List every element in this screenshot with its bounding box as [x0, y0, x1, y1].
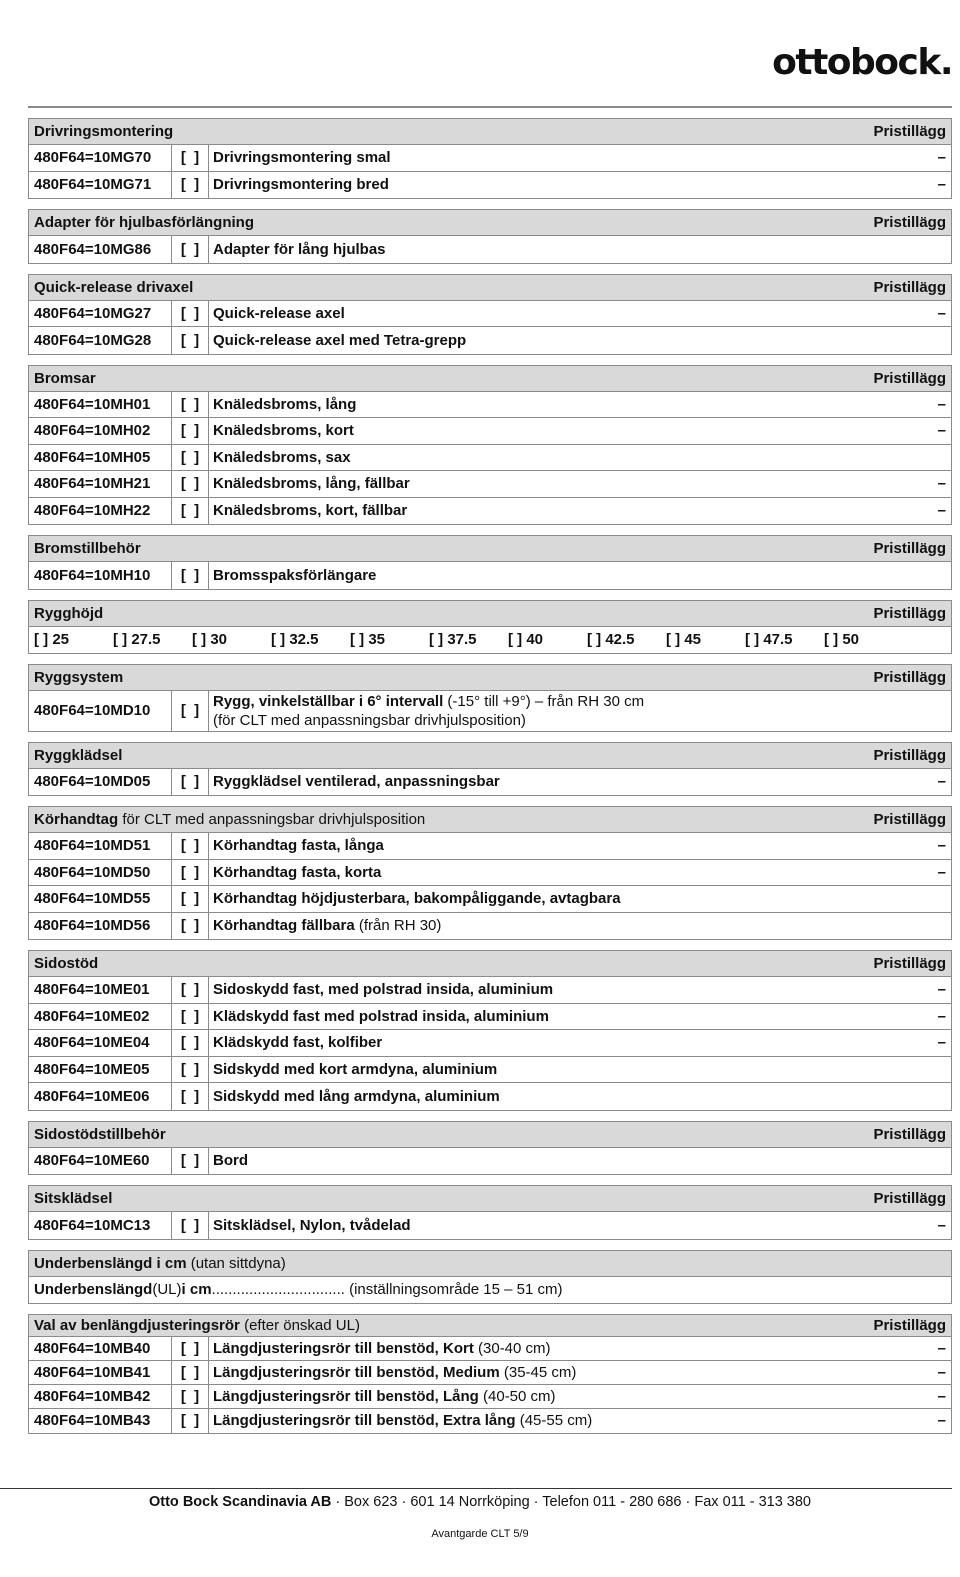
table-row [29, 769, 951, 796]
section-header [29, 1186, 951, 1212]
article-description [209, 1083, 931, 1110]
price-surcharge-label: Pristillägg [873, 369, 946, 387]
back-height-option[interactable]: [ ] 42.5 [587, 631, 635, 648]
article-description [209, 327, 931, 354]
table-row [29, 913, 951, 940]
table-row [29, 445, 951, 472]
table-row [29, 145, 951, 172]
section-title [34, 811, 425, 828]
description-line [213, 1364, 576, 1381]
description-text: Knäledsbroms, lång, fällbar [213, 475, 410, 493]
option-checkbox[interactable]: [ ] [172, 691, 209, 731]
description-text: Körhandtag fasta, korta [213, 863, 382, 881]
section-title [34, 747, 122, 764]
article-code: 480F64=10MG71 [29, 172, 172, 199]
article-code: 480F64=10MG86 [29, 236, 172, 263]
price-value: – [937, 1216, 946, 1234]
section [28, 742, 952, 797]
price-surcharge-label: Pristillägg [873, 955, 946, 972]
section [28, 600, 952, 654]
article-description [209, 172, 931, 199]
price-value [931, 913, 951, 940]
table-row [29, 1057, 951, 1084]
description-rest: (35-45 cm) [499, 1363, 577, 1381]
table-row [29, 860, 951, 887]
option-checkbox[interactable]: [ ] [172, 833, 209, 859]
section [28, 209, 952, 264]
option-checkbox[interactable]: [ ] [172, 236, 209, 263]
footer-divider [0, 1488, 952, 1489]
article-code: 480F64=10MD10 [29, 691, 172, 731]
section-header [29, 119, 951, 145]
section-title-text: Adapter för hjulbasförlängning [34, 214, 254, 231]
section-header [29, 807, 951, 833]
back-height-option[interactable]: [ ] 30 [192, 631, 228, 648]
price-value [931, 236, 951, 263]
order-form-sections [28, 118, 952, 1444]
section-header [29, 366, 951, 392]
description-bold: Rygg, vinkelställbar i 6° intervall [213, 692, 444, 710]
table-row [29, 1148, 951, 1175]
option-checkbox[interactable]: [ ] [172, 1212, 209, 1239]
table-row [29, 1212, 951, 1239]
back-height-option[interactable]: [ ] 37.5 [429, 631, 477, 648]
section-title [34, 1190, 112, 1207]
table-row [29, 392, 951, 419]
article-description [209, 1004, 931, 1030]
section-header [29, 275, 951, 301]
table-row [29, 562, 951, 589]
lower-leg-length-field[interactable] [29, 1277, 951, 1303]
price-value: – [937, 176, 946, 194]
price-value [931, 886, 951, 912]
price-value: – [937, 863, 946, 881]
description-text: Drivringsmontering smal [213, 149, 391, 167]
back-height-option[interactable]: [ ] 35 [350, 631, 386, 648]
section-title-rest: (utan sittdyna) [186, 1254, 286, 1272]
section-title [34, 370, 96, 387]
section-title [34, 955, 98, 972]
section-title-text: Bromstillbehör [34, 540, 141, 557]
option-checkbox[interactable]: [ ] [172, 145, 209, 171]
price-value: – [937, 1007, 946, 1025]
price-value [931, 445, 951, 471]
description-text: Knäledsbroms, kort [213, 422, 354, 440]
price-surcharge-label: Pristillägg [873, 123, 946, 140]
price-value [931, 327, 951, 354]
section-title-text: Ryggsystem [34, 668, 124, 686]
article-description [209, 886, 931, 912]
description-line [213, 1388, 556, 1405]
description-bold: Körhandtag fällbara [213, 917, 355, 935]
article-description [209, 418, 931, 444]
article-code: 480F64=10ME02 [29, 1004, 172, 1030]
back-height-option[interactable]: [ ] 50 [824, 631, 860, 648]
table-row [29, 886, 951, 913]
description-text: Drivringsmontering bred [213, 176, 389, 194]
description-text: Klädskydd fast med polstrad insida, aluminium [213, 1007, 549, 1025]
description-text: Quick-release axel med Tetra-grepp [213, 331, 467, 349]
section-title-text: Rygghöjd [34, 604, 104, 622]
section-header [29, 1315, 951, 1337]
section [28, 365, 952, 526]
option-checkbox[interactable]: [ ] [172, 769, 209, 796]
article-code: 480F64=10MB41 [29, 1361, 172, 1384]
option-checkbox[interactable]: [ ] [172, 1409, 209, 1433]
description-text: Sidskydd med kort armdyna, aluminium [213, 1060, 498, 1078]
description-text: Sidskydd med lång armdyna, aluminium [213, 1087, 500, 1105]
back-height-option[interactable]: [ ] 47.5 [745, 631, 793, 648]
price-value: – [937, 1387, 946, 1405]
table-row [29, 977, 951, 1004]
description-text: Bord [213, 1152, 248, 1170]
price-surcharge-label: Pristillägg [873, 668, 946, 686]
description-text: Sitsklädsel, Nylon, tvådelad [213, 1216, 411, 1234]
option-checkbox[interactable]: [ ] [172, 471, 209, 497]
price-value: – [937, 1339, 946, 1357]
option-checkbox[interactable]: [ ] [172, 977, 209, 1003]
section [28, 1185, 952, 1240]
price-surcharge-label: Pristillägg [873, 278, 946, 296]
option-checkbox[interactable]: [ ] [172, 301, 209, 327]
description-line [213, 1412, 592, 1429]
ul-range: ................................ (inställningsområde 15 – 51 cm) [211, 1281, 563, 1298]
article-description [209, 1361, 931, 1384]
table-row [29, 301, 951, 328]
section-title-text: Sidostödstillbehör [34, 1125, 166, 1143]
article-code: 480F64=10MH01 [29, 392, 172, 418]
section [28, 1314, 952, 1434]
section-title-text: Quick-release drivaxel [34, 278, 194, 296]
section-title [34, 214, 254, 231]
section-title-bold: Underbenslängd i cm [34, 1254, 187, 1272]
article-code: 480F64=10MH21 [29, 471, 172, 497]
article-code: 480F64=10MD56 [29, 913, 172, 940]
article-code: 480F64=10ME05 [29, 1057, 172, 1083]
article-code: 480F64=10ME04 [29, 1030, 172, 1056]
section-title-rest: (efter önskad UL) [239, 1316, 360, 1334]
option-checkbox[interactable]: [ ] [172, 913, 209, 940]
section-header [29, 1122, 951, 1148]
section-title [34, 1317, 360, 1334]
table-row [29, 1409, 951, 1433]
description-rest: (från RH 30) [354, 917, 442, 935]
description-bold: Längdjusteringsrör till benstöd, Extra lång [213, 1412, 516, 1429]
section-title-text: Ryggklädsel [34, 746, 123, 764]
option-checkbox[interactable]: [ ] [172, 1030, 209, 1056]
article-description [209, 1337, 931, 1360]
article-description [209, 498, 931, 525]
description-bold: Längdjusteringsrör till benstöd, Kort [213, 1339, 474, 1357]
footer-contact: · Box 623 · 601 14 Norrköping · Telefon 011 - 280 686 · Fax 011 - 313 380 [331, 1494, 811, 1510]
description-rest: (45-55 cm) [515, 1412, 593, 1429]
article-description [209, 833, 931, 859]
price-value: – [937, 395, 946, 413]
option-checkbox[interactable]: [ ] [172, 418, 209, 444]
article-code: 480F64=10MH10 [29, 562, 172, 589]
article-code: 480F64=10MC13 [29, 1212, 172, 1239]
article-description [209, 1212, 931, 1239]
description-text: Ryggklädsel ventilerad, anpassningsbar [213, 773, 500, 791]
table-row [29, 691, 951, 731]
price-value [931, 1083, 951, 1110]
table-row [29, 418, 951, 445]
description-text: Klädskydd fast, kolfiber [213, 1034, 383, 1052]
section [28, 664, 952, 732]
article-description [209, 445, 931, 471]
description-text: Knäledsbroms, kort, fällbar [213, 502, 408, 520]
article-code: 480F64=10ME60 [29, 1148, 172, 1175]
option-checkbox[interactable]: [ ] [172, 1337, 209, 1360]
article-description [209, 1148, 931, 1175]
section-header [29, 536, 951, 562]
description-line-2: (för CLT med anpassningsbar drivhjulsposition) [213, 711, 526, 729]
option-checkbox[interactable]: [ ] [172, 562, 209, 589]
section [28, 1250, 952, 1304]
footer-company: Otto Bock Scandinavia AB [149, 1494, 332, 1510]
article-description [209, 860, 931, 886]
table-row [29, 327, 951, 354]
article-description [209, 1057, 931, 1083]
description-text: Körhandtag fasta, långa [213, 837, 384, 855]
option-checkbox[interactable]: [ ] [172, 392, 209, 418]
back-height-option[interactable]: [ ] 27.5 [113, 631, 161, 648]
section-title-bold: Val av benlängdjusteringsrör [34, 1316, 240, 1334]
page-label: Avantgarde CLT 5/9 [431, 1528, 529, 1540]
table-row [29, 1337, 951, 1361]
price-value: – [937, 1412, 946, 1429]
price-value: – [937, 773, 946, 791]
section-title-text: Bromsar [34, 369, 96, 387]
top-divider [28, 106, 952, 108]
table-row [29, 498, 951, 525]
price-value: – [937, 837, 946, 855]
price-surcharge-label: Pristillägg [873, 540, 946, 557]
ul-label-bold: Underbenslängd [34, 1281, 153, 1298]
table-row [29, 1004, 951, 1031]
article-code: 480F64=10MB42 [29, 1385, 172, 1408]
article-code: 480F64=10MH02 [29, 418, 172, 444]
description-text: Bromsspaksförlängare [213, 566, 377, 584]
price-surcharge-label: Pristillägg [873, 604, 946, 622]
price-value: – [937, 422, 946, 440]
option-checkbox[interactable]: [ ] [172, 1083, 209, 1110]
back-height-option[interactable]: [ ] 32.5 [271, 631, 319, 648]
article-description [209, 1030, 931, 1056]
section-title [34, 123, 173, 140]
option-checkbox[interactable]: [ ] [172, 327, 209, 354]
article-description [209, 691, 931, 731]
article-description [209, 913, 931, 940]
price-value [931, 691, 951, 731]
option-checkbox[interactable]: [ ] [172, 172, 209, 199]
section-header [29, 951, 951, 977]
section-title-text: Sitsklädsel [34, 1190, 113, 1207]
option-checkbox[interactable]: [ ] [172, 1148, 209, 1175]
option-checkbox[interactable]: [ ] [172, 1385, 209, 1408]
option-checkbox[interactable]: [ ] [172, 886, 209, 912]
price-surcharge-label: Pristillägg [873, 1190, 946, 1207]
price-value: – [937, 1363, 946, 1381]
section-title-bold: Körhandtag [34, 811, 119, 828]
article-description [209, 1385, 931, 1408]
price-surcharge-label: Pristillägg [873, 1316, 946, 1334]
table-row [29, 1083, 951, 1110]
article-description [209, 301, 931, 327]
back-height-option[interactable]: [ ] 45 [666, 631, 702, 648]
article-code: 480F64=10ME01 [29, 977, 172, 1003]
description-text: Knäledsbroms, sax [213, 448, 351, 466]
description-text: Körhandtag höjdjusterbara, bakompåliggande, avtagbara [213, 890, 621, 908]
article-code: 480F64=10MH22 [29, 498, 172, 525]
article-code: 480F64=10MB43 [29, 1409, 172, 1433]
table-row [29, 172, 951, 199]
back-height-option[interactable]: [ ] 25 [34, 631, 70, 648]
section-title [34, 540, 141, 557]
article-code: 480F64=10MD05 [29, 769, 172, 796]
ul-label-rest: (UL) [152, 1281, 182, 1298]
description-bold: Längdjusteringsrör till benstöd, Medium [213, 1363, 500, 1381]
article-code: 480F64=10ME06 [29, 1083, 172, 1110]
section-title [34, 279, 193, 296]
article-description [209, 977, 931, 1003]
option-checkbox[interactable]: [ ] [172, 1057, 209, 1083]
price-value [931, 562, 951, 589]
table-row [29, 1361, 951, 1385]
article-code: 480F64=10MD55 [29, 886, 172, 912]
article-code: 480F64=10MB40 [29, 1337, 172, 1360]
section-title [34, 1126, 166, 1143]
section-header [29, 665, 951, 691]
article-description [209, 236, 931, 263]
description-rest: (30-40 cm) [473, 1339, 551, 1357]
price-value: – [937, 304, 946, 322]
description-rest: (-15° till +9°) – från RH 30 cm [443, 692, 645, 710]
price-value: – [937, 1034, 946, 1052]
description-rest: (40-50 cm) [478, 1387, 556, 1405]
article-description [209, 769, 931, 796]
table-row [29, 471, 951, 498]
price-value: – [937, 981, 946, 999]
article-code: 480F64=10MD50 [29, 860, 172, 886]
table-row [29, 1030, 951, 1057]
section-title [34, 669, 123, 686]
section-title [34, 605, 103, 622]
section-title [34, 1255, 286, 1272]
price-surcharge-label: Pristillägg [873, 1125, 946, 1143]
section-title-text: Sidostöd [34, 955, 99, 972]
price-surcharge-label: Pristillägg [873, 746, 946, 764]
section-header [29, 1251, 951, 1277]
section-header [29, 743, 951, 769]
article-description [209, 562, 931, 589]
price-value: – [937, 502, 946, 520]
table-row [29, 1385, 951, 1409]
back-height-option[interactable]: [ ] 40 [508, 631, 544, 648]
section [28, 806, 952, 940]
description-line [213, 917, 441, 934]
price-value [931, 1148, 951, 1175]
description-text: Knäledsbroms, lång [213, 395, 357, 413]
article-description [209, 471, 931, 497]
ul-unit-bold: i cm [181, 1281, 212, 1298]
option-checkbox[interactable]: [ ] [172, 1004, 209, 1030]
description-text: Quick-release axel [213, 304, 345, 322]
section [28, 274, 952, 355]
article-description [209, 145, 931, 171]
section [28, 535, 952, 590]
article-code: 480F64=10MG28 [29, 327, 172, 354]
section-header [29, 210, 951, 236]
section-title-rest: för CLT med anpassningsbar drivhjulsposition [118, 811, 426, 828]
description-text: Adapter för lång hjulbas [213, 240, 386, 258]
back-height-options [29, 627, 951, 653]
option-checkbox[interactable]: [ ] [172, 1361, 209, 1384]
article-code: 480F64=10MD51 [29, 833, 172, 859]
price-surcharge-label: Pristillägg [873, 811, 946, 828]
price-surcharge-label: Pristillägg [873, 214, 946, 231]
description-line [213, 692, 644, 711]
footer-address [0, 1494, 960, 1510]
section [28, 950, 952, 1111]
ottobock-logo: ottobock. [772, 42, 952, 83]
section [28, 1121, 952, 1176]
price-value: – [937, 475, 946, 493]
article-code: 480F64=10MG70 [29, 145, 172, 171]
description-line [213, 1340, 551, 1357]
price-value: – [937, 149, 946, 167]
article-description [209, 1409, 931, 1433]
description-text: Sidoskydd fast, med polstrad insida, aluminium [213, 981, 554, 999]
section-header [29, 601, 951, 627]
option-checkbox[interactable]: [ ] [172, 445, 209, 471]
table-row [29, 236, 951, 263]
option-checkbox[interactable]: [ ] [172, 498, 209, 525]
section [28, 118, 952, 199]
description-bold: Längdjusteringsrör till benstöd, Lång [213, 1387, 479, 1405]
price-value [931, 1057, 951, 1083]
article-code: 480F64=10MG27 [29, 301, 172, 327]
article-description [209, 392, 931, 418]
article-code: 480F64=10MH05 [29, 445, 172, 471]
table-row [29, 833, 951, 860]
option-checkbox[interactable]: [ ] [172, 860, 209, 886]
section-title-text: Drivringsmontering [34, 123, 174, 140]
